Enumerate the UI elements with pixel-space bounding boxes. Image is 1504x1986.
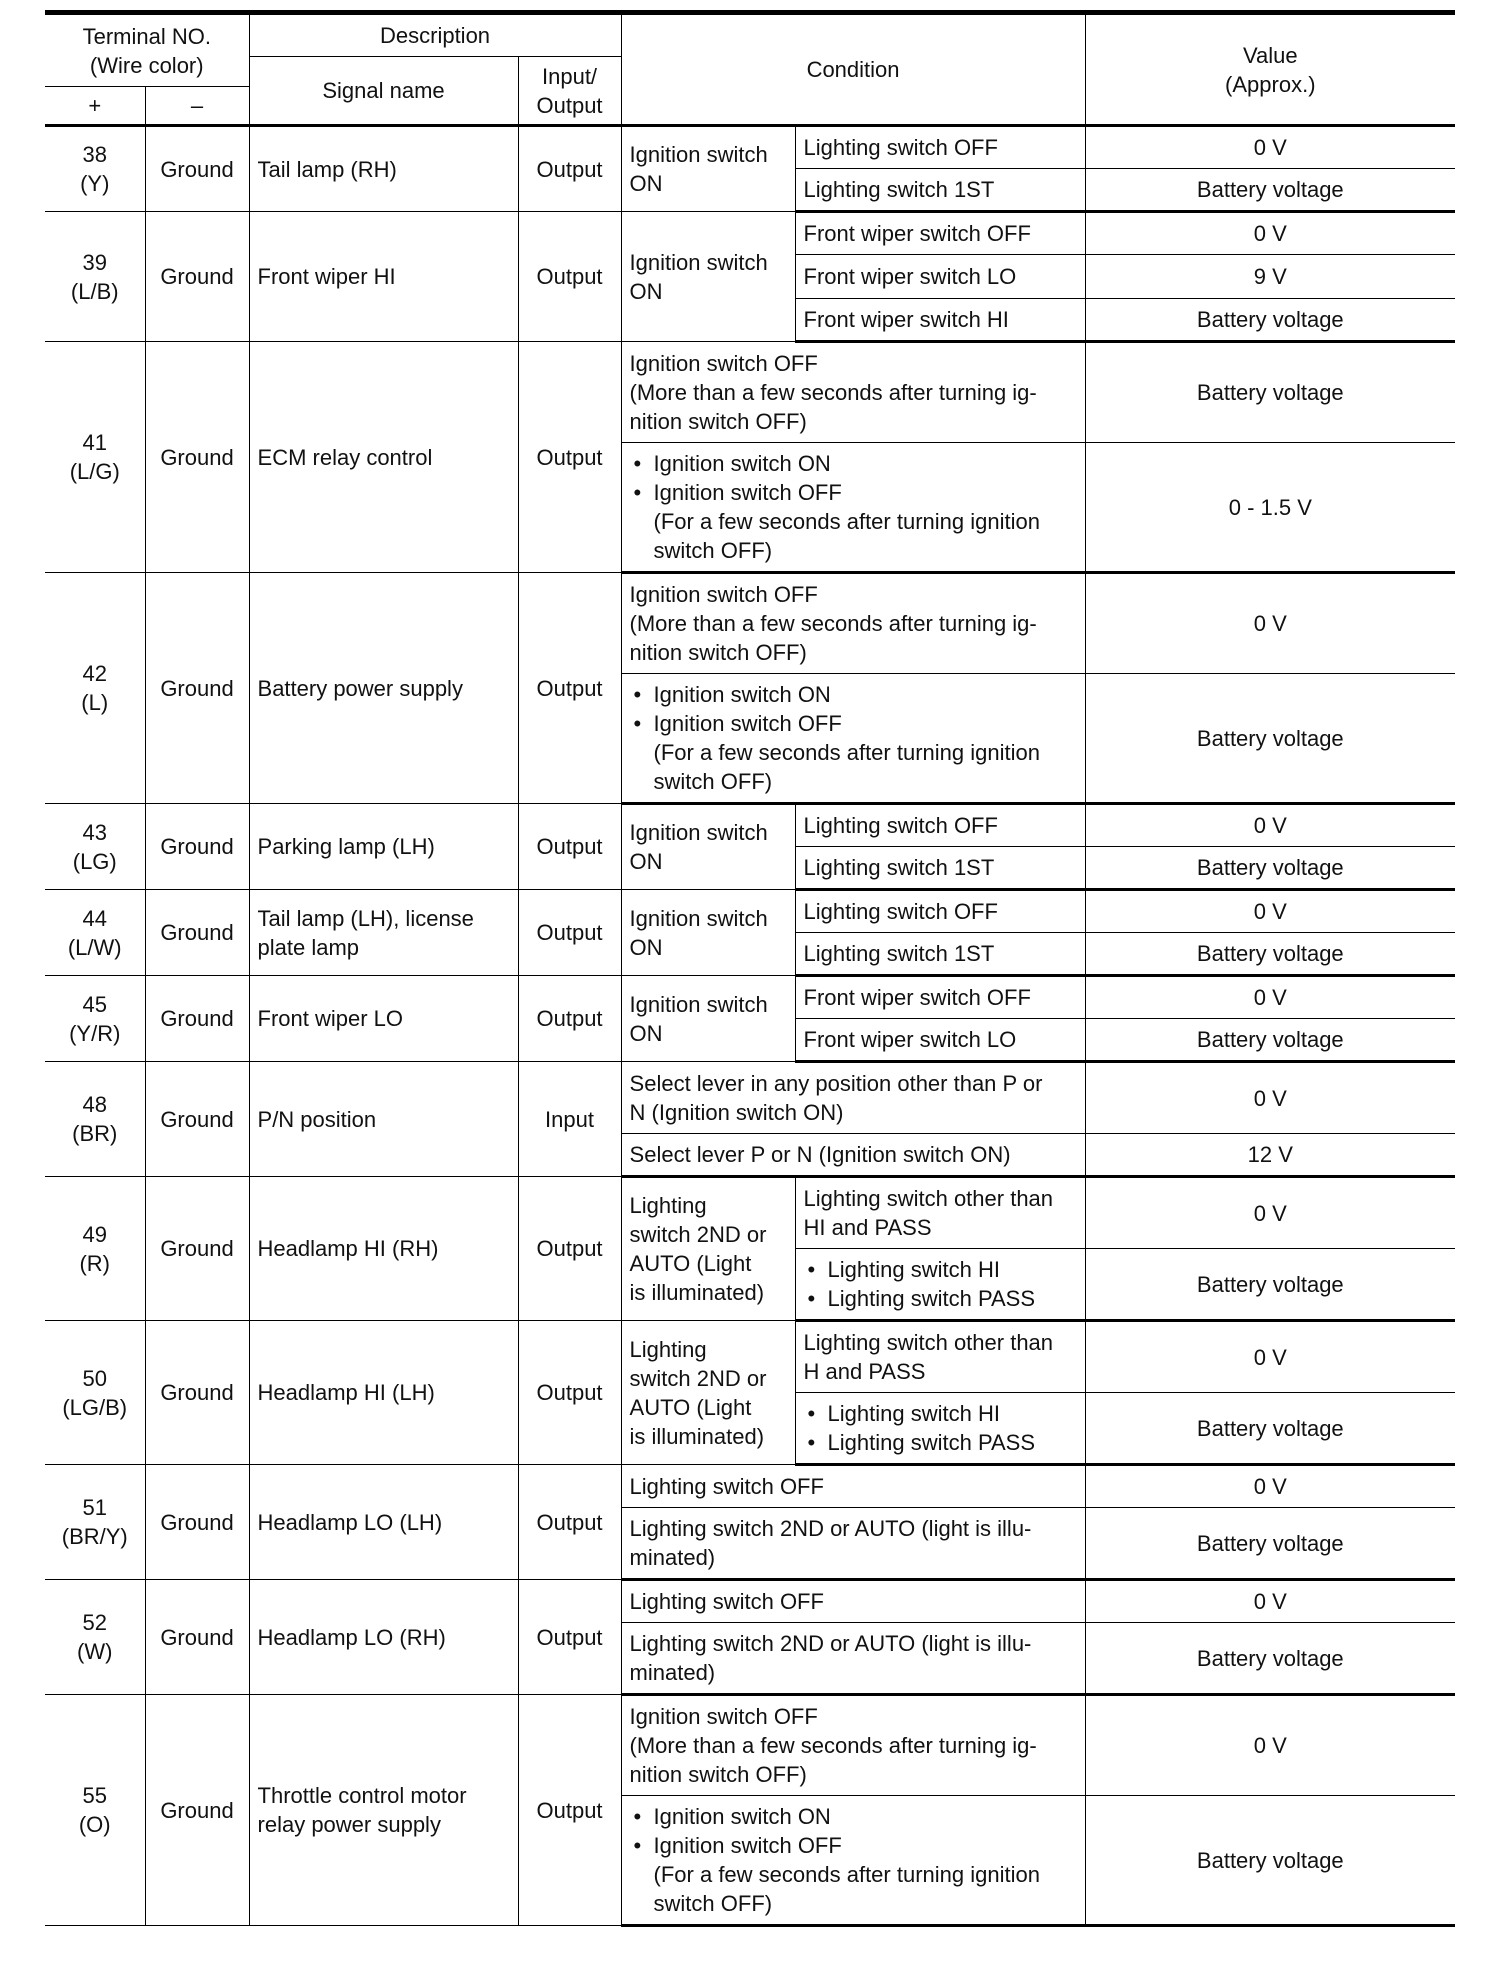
value-cell: Battery voltage xyxy=(1085,1796,1455,1926)
condition-sub: Lighting switch 1ST xyxy=(795,847,1085,890)
signal-name-header: Signal name xyxy=(249,57,518,126)
bullet-item: • Ignition switch ON xyxy=(654,680,1077,709)
terminal-cell: 48 (BR) xyxy=(45,1062,145,1177)
value-cell: 0 V xyxy=(1085,804,1455,847)
value-cell: 0 V xyxy=(1085,1062,1455,1134)
condition-main: Lighting switch 2ND or AUTO (Light is illuminated) xyxy=(621,1177,795,1321)
condition-text: Lighting switch 2ND or AUTO (light is illu- minated) xyxy=(621,1508,1085,1580)
value-cell: 0 V xyxy=(1085,1465,1455,1508)
bullet-item: • Lighting switch HI xyxy=(828,1399,1077,1428)
condition-text: Ignition switch OFF (More than a few seconds after turning ig- nition switch OFF) xyxy=(621,573,1085,674)
input-output-header: Input/ Output xyxy=(518,57,621,126)
condition-text: Lighting switch OFF xyxy=(621,1580,1085,1623)
value-cell: Battery voltage xyxy=(1085,1019,1455,1062)
ground-cell: Ground xyxy=(145,342,249,573)
value-cell: 0 V xyxy=(1085,976,1455,1019)
value-cell: Battery voltage xyxy=(1085,342,1455,443)
value-cell: 0 V xyxy=(1085,573,1455,674)
value-cell: Battery voltage xyxy=(1085,674,1455,804)
signal-cell: Headlamp HI (RH) xyxy=(249,1177,518,1321)
condition-text: Lighting switch OFF xyxy=(621,1465,1085,1508)
ground-cell: Ground xyxy=(145,1062,249,1177)
condition-text: Ignition switch OFF (More than a few seconds after turning ig- nition switch OFF) xyxy=(621,342,1085,443)
terminal-cell: 52 (W) xyxy=(45,1580,145,1695)
condition-bullets xyxy=(795,1249,1085,1321)
bullet-item: • Ignition switch OFF (For a few seconds after turning ignition switch OFF) xyxy=(654,1831,1077,1918)
terminal-cell: 41 (L/G) xyxy=(45,342,145,573)
condition-main: Ignition switch ON xyxy=(621,212,795,342)
ground-cell: Ground xyxy=(145,1177,249,1321)
io-cell: Output xyxy=(518,1321,621,1465)
terminal-table-sheet xyxy=(45,10,1455,1927)
condition-sub: Front wiper switch LO xyxy=(795,1019,1085,1062)
condition-text: Select lever P or N (Ignition switch ON) xyxy=(621,1134,1085,1177)
io-cell: Output xyxy=(518,1580,621,1695)
signal-cell: Battery power supply xyxy=(249,573,518,804)
value-cell: 0 V xyxy=(1085,212,1455,255)
signal-cell: Tail lamp (LH), license plate lamp xyxy=(249,890,518,976)
signal-cell: Tail lamp (RH) xyxy=(249,126,518,212)
condition-sub: Lighting switch OFF xyxy=(795,126,1085,169)
ground-cell: Ground xyxy=(145,126,249,212)
ground-cell: Ground xyxy=(145,1695,249,1926)
condition-sub: Lighting switch other than H and PASS xyxy=(795,1321,1085,1393)
signal-cell: P/N position xyxy=(249,1062,518,1177)
terminal-cell: 42 (L) xyxy=(45,573,145,804)
terminal-cell: 39 (L/B) xyxy=(45,212,145,342)
terminal-no-header: Terminal NO. (Wire color) xyxy=(45,15,249,87)
ground-cell: Ground xyxy=(145,212,249,342)
io-cell: Input xyxy=(518,1062,621,1177)
value-cell: 0 V xyxy=(1085,1695,1455,1796)
bullet-item: • Ignition switch ON xyxy=(654,1802,1077,1831)
value-cell: 0 V xyxy=(1085,890,1455,933)
terminal-cell: 51 (BR/Y) xyxy=(45,1465,145,1580)
signal-cell: Headlamp LO (LH) xyxy=(249,1465,518,1580)
ground-cell: Ground xyxy=(145,1580,249,1695)
condition-text: Ignition switch OFF (More than a few seconds after turning ig- nition switch OFF) xyxy=(621,1695,1085,1796)
condition-main: Ignition switch ON xyxy=(621,804,795,890)
bullet-item: • Ignition switch OFF (For a few seconds after turning ignition switch OFF) xyxy=(654,709,1077,796)
value-cell: 0 V xyxy=(1085,1177,1455,1249)
bullet-item: • Lighting switch PASS xyxy=(828,1428,1077,1457)
plus-header: + xyxy=(45,87,145,126)
signal-cell: Front wiper LO xyxy=(249,976,518,1062)
signal-cell: ECM relay control xyxy=(249,342,518,573)
ground-cell: Ground xyxy=(145,1465,249,1580)
condition-sub: Front wiper switch OFF xyxy=(795,212,1085,255)
io-cell: Output xyxy=(518,342,621,573)
terminal-cell: 55 (O) xyxy=(45,1695,145,1926)
condition-sub: Lighting switch OFF xyxy=(795,890,1085,933)
ground-cell: Ground xyxy=(145,890,249,976)
condition-main: Ignition switch ON xyxy=(621,976,795,1062)
terminal-cell: 44 (L/W) xyxy=(45,890,145,976)
io-cell: Output xyxy=(518,573,621,804)
condition-sub: Lighting switch 1ST xyxy=(795,933,1085,976)
ground-cell: Ground xyxy=(145,573,249,804)
condition-bullets xyxy=(795,1393,1085,1465)
value-cell: Battery voltage xyxy=(1085,933,1455,976)
condition-main: Ignition switch ON xyxy=(621,126,795,212)
ground-cell: Ground xyxy=(145,1321,249,1465)
value-cell: Battery voltage xyxy=(1085,299,1455,342)
value-cell: Battery voltage xyxy=(1085,169,1455,212)
condition-main: Ignition switch ON xyxy=(621,890,795,976)
bullet-item: • Ignition switch OFF (For a few seconds after turning ignition switch OFF) xyxy=(654,478,1077,565)
io-cell: Output xyxy=(518,890,621,976)
condition-sub: Lighting switch 1ST xyxy=(795,169,1085,212)
value-cell: Battery voltage xyxy=(1085,847,1455,890)
condition-main: Lighting switch 2ND or AUTO (Light is illuminated) xyxy=(621,1321,795,1465)
condition-text: Select lever in any position other than P or N (Ignition switch ON) xyxy=(621,1062,1085,1134)
signal-cell: Headlamp HI (LH) xyxy=(249,1321,518,1465)
terminal-cell: 45 (Y/R) xyxy=(45,976,145,1062)
ground-cell: Ground xyxy=(145,804,249,890)
value-cell: Battery voltage xyxy=(1085,1393,1455,1465)
minus-header: – xyxy=(145,87,249,126)
value-header: Value (Approx.) xyxy=(1085,15,1455,126)
condition-sub: Lighting switch other than HI and PASS xyxy=(795,1177,1085,1249)
signal-cell: Front wiper HI xyxy=(249,212,518,342)
condition-text: Lighting switch 2ND or AUTO (light is illu- minated) xyxy=(621,1623,1085,1695)
value-cell: Battery voltage xyxy=(1085,1623,1455,1695)
terminal-cell: 50 (LG/B) xyxy=(45,1321,145,1465)
value-cell: 0 V xyxy=(1085,126,1455,169)
io-cell: Output xyxy=(518,1177,621,1321)
value-cell: 9 V xyxy=(1085,255,1455,299)
value-cell: 12 V xyxy=(1085,1134,1455,1177)
condition-sub: Lighting switch OFF xyxy=(795,804,1085,847)
io-cell: Output xyxy=(518,126,621,212)
condition-bullets xyxy=(621,443,1085,573)
value-cell: Battery voltage xyxy=(1085,1249,1455,1321)
bullet-item: • Lighting switch HI xyxy=(828,1255,1077,1284)
condition-bullets xyxy=(621,674,1085,804)
bullet-item: • Ignition switch ON xyxy=(654,449,1077,478)
value-cell: 0 V xyxy=(1085,1580,1455,1623)
condition-bullets xyxy=(621,1796,1085,1926)
value-cell: 0 - 1.5 V xyxy=(1085,443,1455,573)
signal-cell: Throttle control motor relay power supply xyxy=(249,1695,518,1926)
io-cell: Output xyxy=(518,1465,621,1580)
condition-sub: Front wiper switch HI xyxy=(795,299,1085,342)
terminal-table xyxy=(45,14,1455,1927)
terminal-cell: 49 (R) xyxy=(45,1177,145,1321)
condition-sub: Front wiper switch OFF xyxy=(795,976,1085,1019)
signal-cell: Headlamp LO (RH) xyxy=(249,1580,518,1695)
io-cell: Output xyxy=(518,976,621,1062)
io-cell: Output xyxy=(518,804,621,890)
value-cell: Battery voltage xyxy=(1085,1508,1455,1580)
io-cell: Output xyxy=(518,1695,621,1926)
ground-cell: Ground xyxy=(145,976,249,1062)
value-cell: 0 V xyxy=(1085,1321,1455,1393)
terminal-cell: 38 (Y) xyxy=(45,126,145,212)
condition-sub: Front wiper switch LO xyxy=(795,255,1085,299)
terminal-cell: 43 (LG) xyxy=(45,804,145,890)
signal-cell: Parking lamp (LH) xyxy=(249,804,518,890)
condition-header: Condition xyxy=(621,15,1085,126)
description-header: Description xyxy=(249,15,621,57)
io-cell: Output xyxy=(518,212,621,342)
bullet-item: • Lighting switch PASS xyxy=(828,1284,1077,1313)
